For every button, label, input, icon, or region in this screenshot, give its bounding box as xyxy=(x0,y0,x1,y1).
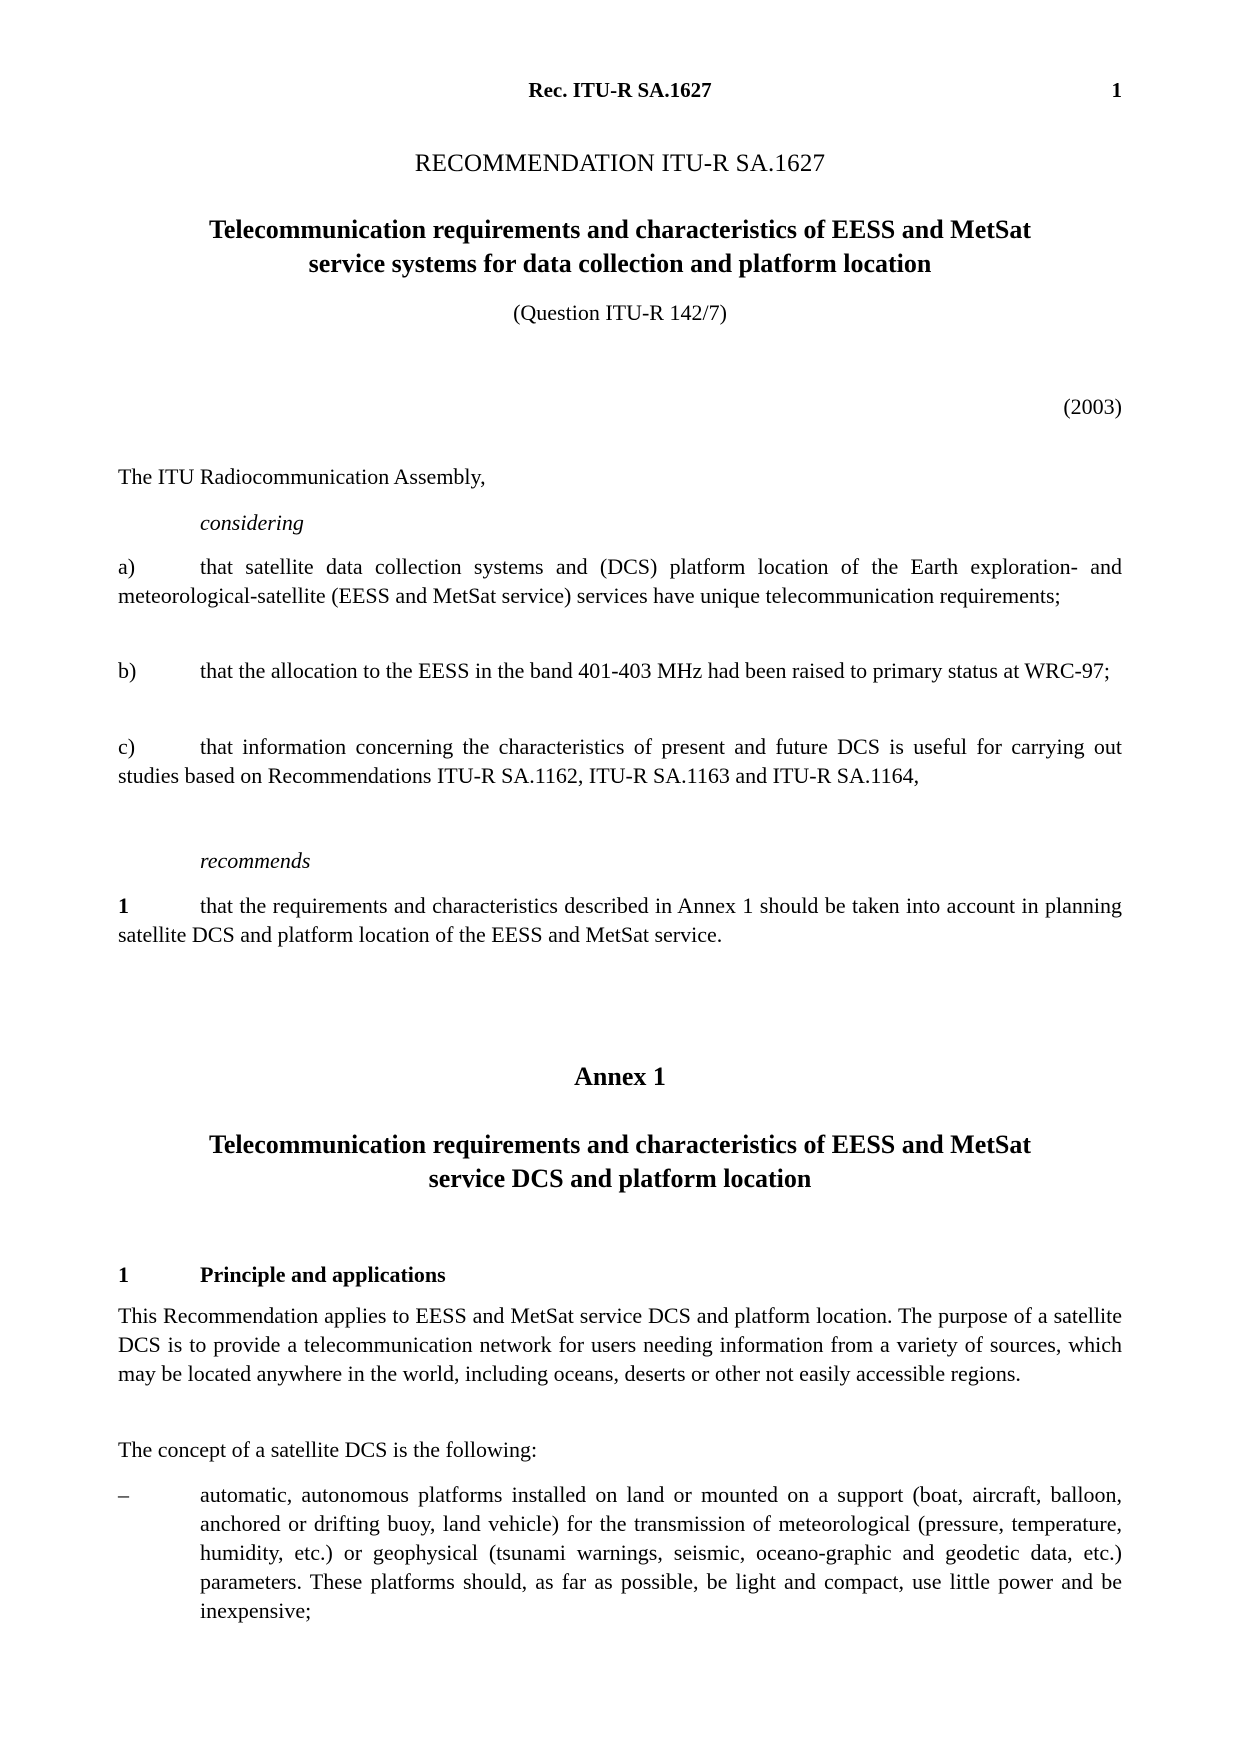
list-item-marker: – xyxy=(118,1482,129,1507)
recommends-item-1 xyxy=(118,891,1122,949)
annex-subtitle xyxy=(118,1128,1122,1196)
recommendation-title-line2: service systems for data collection and platform location xyxy=(308,249,932,278)
annex-paragraph-2: The concept of a satellite DCS is the following: xyxy=(118,1437,538,1462)
annex-paragraph-1: This Recommendation applies to EESS and MetSat service DCS and platform location. The purpose of a satellite DCS is to provide a telecommunication network for users needing information from a variety of sources, which may be located anywhere in the world, including oceans, deserts or other not easily accessible regions. xyxy=(118,1303,1122,1386)
annex-title: Annex 1 xyxy=(574,1062,666,1091)
running-header xyxy=(118,76,1122,106)
annex-subtitle-line2: service DCS and platform location xyxy=(428,1164,812,1193)
considering-item-b xyxy=(118,656,1122,685)
question-reference: (Question ITU-R 142/7) xyxy=(513,300,727,325)
considering-item-text: that satellite data collection systems and (DCS) platform location of the Earth exploration- and meteorological-satellite (EESS and MetSat service) services have unique telecommunication requirements; xyxy=(118,554,1122,608)
section-number: 1 xyxy=(118,1262,129,1287)
header-reference: Rec. ITU-R SA.1627 xyxy=(528,78,712,102)
considering-item-label: a) xyxy=(118,554,136,579)
list-item-text: automatic, autonomous platforms installed on land or mounted on a support (boat, aircraft, balloon, anchored or drifting buoy, land vehicle) for the transmission of meteorological (pressure, temperature, humidity, etc.) or geophysical (tsunami warnings, seismic, oceano-graphic and geodetic data, etc.) parameters. These platforms should, as far as possible, be light and compact, use little power and be inexpensive; xyxy=(200,1482,1122,1623)
recommendation-title xyxy=(118,213,1122,281)
section-heading xyxy=(118,1260,446,1289)
page-number: 1 xyxy=(1111,78,1122,102)
recommendation-title-line1: Telecommunication requirements and characteristics of EESS and MetSat xyxy=(208,215,1032,244)
recommends-item-text: that the requirements and characteristics described in Annex 1 should be taken into account in planning satellite DCS and platform location of the EESS and MetSat service. xyxy=(118,893,1122,947)
recommends-item-label: 1 xyxy=(118,893,129,918)
considering-item-label: c) xyxy=(118,734,136,759)
list-item xyxy=(118,1480,1122,1625)
annex-subtitle-line1: Telecommunication requirements and characteristics of EESS and MetSat xyxy=(208,1130,1032,1159)
considering-item-c xyxy=(118,732,1122,790)
recommendation-label: RECOMMENDATION ITU-R SA.1627 xyxy=(414,150,826,177)
recommends-heading: recommends xyxy=(200,848,311,873)
considering-item-text: that information concerning the characteristics of present and future DCS is useful for carrying out studies based on Recommendations ITU-R SA.1162, ITU-R SA.1163 and ITU-R SA.1164, xyxy=(118,734,1122,788)
considering-item-a xyxy=(118,552,1122,610)
assembly-line: The ITU Radiocommunication Assembly, xyxy=(118,464,486,489)
considering-item-text: that the allocation to the EESS in the band 401-403 MHz had been raised to primary status at WRC-97; xyxy=(200,658,1110,683)
considering-item-label: b) xyxy=(118,658,137,683)
considering-heading: considering xyxy=(200,510,304,535)
year: (2003) xyxy=(1063,394,1122,419)
section-title: Principle and applications xyxy=(200,1262,446,1287)
